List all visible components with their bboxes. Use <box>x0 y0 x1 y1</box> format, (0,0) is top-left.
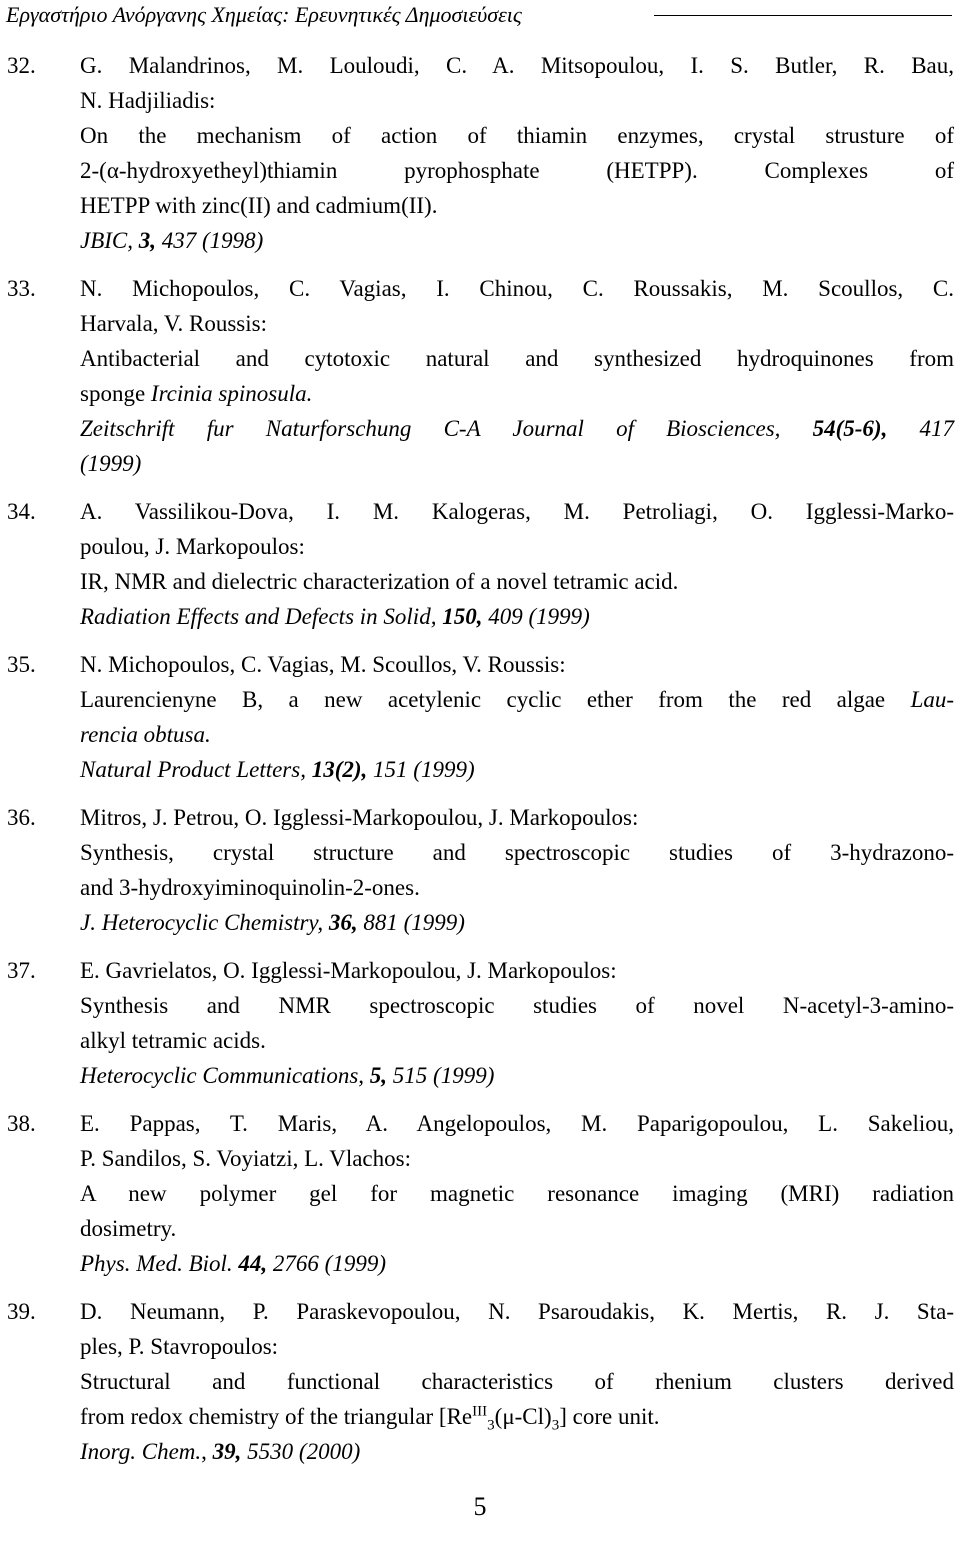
reference-authors: A. Vassilikou-Dova, I. M. Kalogeras, M. Petroliagi, O. Igglessi-Marko- <box>80 499 954 524</box>
journal-volume: 3, <box>138 228 157 253</box>
journal-name: Heterocyclic Communications, <box>80 1063 365 1088</box>
reference-item <box>0 1294 960 1469</box>
reference-journal <box>80 1246 954 1281</box>
title-text: Laurencienyne B, a new acetylenic cyclic ether from the red algae <box>80 687 886 712</box>
reference-title: IR, NMR and dielectric characterization of a novel tetramic acid. <box>80 569 679 594</box>
journal-pages-year: 2766 (1999) <box>272 1251 386 1276</box>
journal-pages-year: 409 (1999) <box>488 604 590 629</box>
reference-authors-cont: poulou, J. Markopoulos: <box>80 534 305 559</box>
reference-authors-cont: ples, P. Stavropoulos: <box>80 1334 279 1359</box>
species-name: Lau- <box>910 687 955 712</box>
journal-pages-year: 515 (1999) <box>392 1063 495 1088</box>
reference-title: Antibacterial and cytotoxic natural and synthesized hydroquinones from <box>80 346 954 371</box>
reference-number: 35. <box>7 652 36 677</box>
reference-title-cont: HETPP with zinc(II) and cadmium(II). <box>80 193 438 218</box>
reference-title-cont: alkyl tetramic acids. <box>80 1028 266 1053</box>
reference-number: 38. <box>7 1111 36 1136</box>
reference-authors: E. Pappas, T. Maris, A. Angelopoulos, M. Paparigopoulou, L. Sakeliou, <box>80 1111 954 1136</box>
journal-name: Phys. Med. Biol. <box>80 1251 233 1276</box>
reference-journal <box>80 1058 954 1093</box>
reference-title <box>80 682 954 717</box>
journal-year: (1999) <box>80 451 142 476</box>
title-text: ] core unit. <box>559 1404 660 1429</box>
journal-volume: 150, <box>442 604 483 629</box>
header-rule <box>654 15 952 16</box>
reference-authors-cont: P. Sandilos, S. Voyiatzi, L. Vlachos: <box>80 1146 411 1171</box>
reference-title-cont: and 3-hydroxyiminoquinolin-2-ones. <box>80 875 420 900</box>
reference-item <box>0 271 960 481</box>
reference-title: A new polymer gel for magnetic resonance imaging (MRI) radiation <box>80 1181 954 1206</box>
reference-authors: E. Gavrielatos, O. Igglessi-Markopoulou, J. Markopoulos: <box>80 958 617 983</box>
reference-number: 36. <box>7 805 36 830</box>
journal-pages-year: 151 (1999) <box>373 757 475 782</box>
journal-volume: 39, <box>212 1439 242 1464</box>
journal-name: Zeitschrift fur Naturforschung C-A Journal of Biosciences, <box>80 416 781 441</box>
reference-title: On the mechanism of action of thiamin enzymes, crystal strusture of <box>80 123 954 148</box>
reference-list <box>0 48 960 1482</box>
journal-name: Natural Product Letters, <box>80 757 306 782</box>
reference-title-cont: dosimetry. <box>80 1216 177 1241</box>
journal-pages-year: 5530 (2000) <box>247 1439 361 1464</box>
reference-number: 34. <box>7 499 36 524</box>
journal-volume: 13(2), <box>311 757 368 782</box>
oxidation-state: III <box>472 1403 488 1420</box>
reference-authors-cont: N. Hadjiliadis: <box>80 88 216 113</box>
reference-number: 37. <box>7 958 36 983</box>
reference-authors-cont: Harvala, V. Roussis: <box>80 311 267 336</box>
reference-journal <box>80 223 954 258</box>
reference-item <box>0 1106 960 1281</box>
journal-volume: 44, <box>238 1251 268 1276</box>
title-text: sponge <box>80 381 146 406</box>
title-text: from redox chemistry of the triangular [Re <box>80 1404 473 1429</box>
journal-pages-year: 881 (1999) <box>363 910 465 935</box>
title-text: (μ-Cl) <box>494 1404 552 1429</box>
header-title: Εργαστήριο Ανόργανης Χημείας: Ερευνητικές Δημοσιεύσεις <box>6 2 522 27</box>
journal-volume: 54(5-6), <box>812 416 888 441</box>
reference-journal <box>80 1434 954 1469</box>
reference-item <box>0 953 960 1093</box>
reference-journal <box>80 905 954 940</box>
journal-pages: 417 <box>919 416 955 441</box>
reference-title-cont <box>80 376 954 411</box>
journal-name: Radiation Effects and Defects in Solid, <box>80 604 437 629</box>
journal-separator: , <box>201 1439 207 1464</box>
reference-title-cont <box>80 1399 954 1434</box>
reference-authors: Mitros, J. Petrou, O. Igglessi-Markopoulou, J. Markopoulos: <box>80 805 639 830</box>
reference-number: 39. <box>7 1299 36 1324</box>
reference-journal <box>80 599 954 634</box>
species-name-cont: rencia obtusa. <box>80 722 211 747</box>
reference-title: Structural and functional characteristics of rhenium clusters derived <box>80 1369 954 1394</box>
reference-number: 32. <box>7 53 36 78</box>
journal-name: JBIC, <box>80 228 134 253</box>
reference-item <box>0 647 960 787</box>
reference-number: 33. <box>7 276 36 301</box>
journal-name: J. Heterocyclic Chemistry, <box>80 910 324 935</box>
reference-title: Synthesis, crystal structure and spectroscopic studies of 3-hydrazono- <box>80 840 954 865</box>
page-number: 5 <box>473 1492 487 1521</box>
reference-authors: N. Michopoulos, C. Vagias, I. Chinou, C. Roussakis, M. Scoullos, C. <box>80 276 954 301</box>
journal-volume: 36, <box>328 910 358 935</box>
journal-name: Inorg. Chem. <box>80 1439 202 1464</box>
reference-title-cont: 2-(α-hydroxyetheyl)thiamin pyrophosphate (HETPP). Complexes of <box>80 158 954 183</box>
reference-authors: D. Neumann, P. Paraskevopoulou, N. Psaroudakis, K. Mertis, R. J. Sta- <box>80 1299 954 1324</box>
reference-journal <box>80 411 954 446</box>
reference-authors: N. Michopoulos, C. Vagias, M. Scoullos, V. Roussis: <box>80 652 566 677</box>
reference-journal <box>80 752 954 787</box>
journal-volume: 5, <box>369 1063 388 1088</box>
reference-item <box>0 48 960 258</box>
subscript: 3 <box>551 1417 560 1434</box>
reference-item <box>0 800 960 940</box>
reference-item <box>0 494 960 634</box>
reference-title: Synthesis and NMR spectroscopic studies of novel N-acetyl-3-amino- <box>80 993 954 1018</box>
reference-authors: G. Malandrinos, M. Louloudi, C. A. Mitsopoulou, I. S. Butler, R. Bau, <box>80 53 954 78</box>
page-header <box>6 0 946 30</box>
journal-pages-year: 437 (1998) <box>161 228 264 253</box>
species-name: Ircinia spinosula. <box>150 381 313 406</box>
subscript: 3 <box>487 1417 495 1434</box>
